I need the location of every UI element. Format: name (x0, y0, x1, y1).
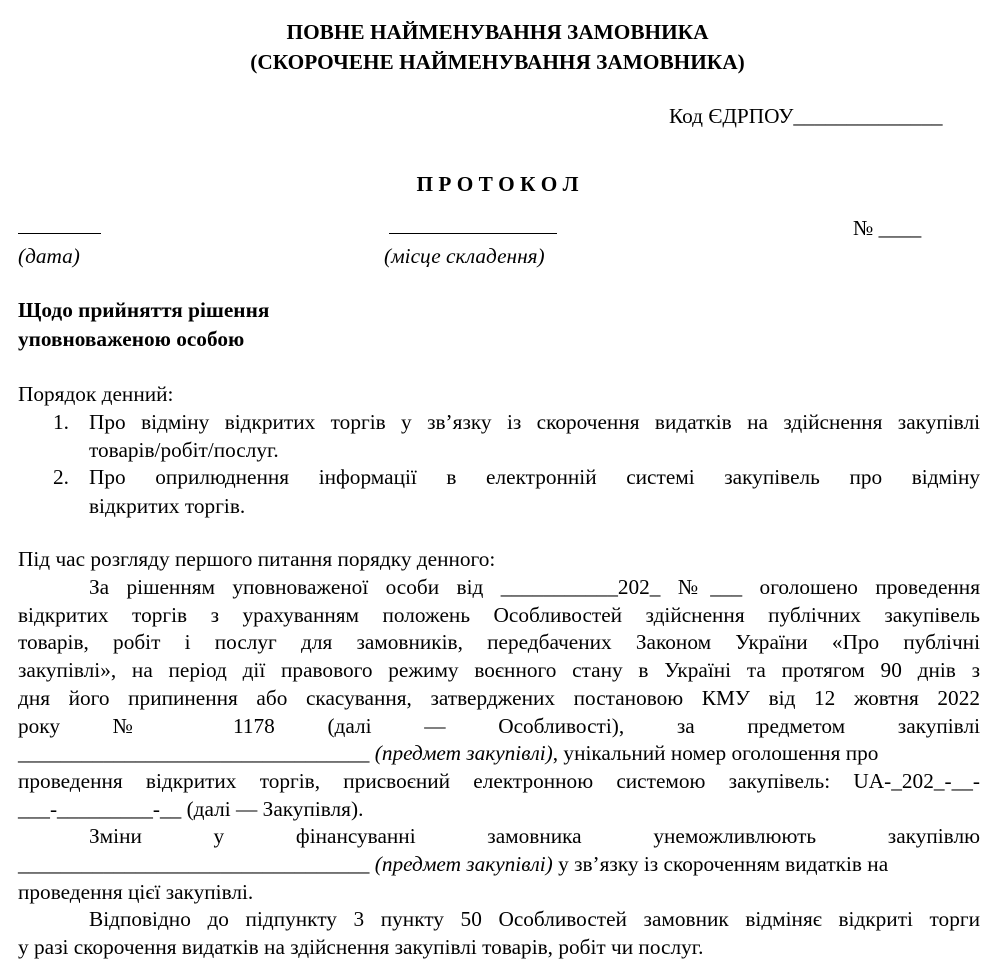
place-blank (389, 215, 557, 234)
procurement-subject-caption: (предмет закупівлі) (374, 741, 553, 765)
discussion-intro: Під час розгляду першого питання порядку денного: (18, 547, 496, 571)
customer-short-name: (СКОРОЧЕНЕ НАЙМЕНУВАННЯ ЗАМОВНИКА) (250, 50, 745, 74)
procurement-subject-blank-2: _________________________________ (18, 852, 370, 876)
agenda-item-2-line-2: відкритих торгів. (89, 494, 246, 518)
paragraph-1-line-9: ___-_________-__ (далі — Закупівля). (18, 797, 364, 821)
paragraph-2-line-2 (18, 852, 980, 877)
paragraph-1-line-8: проведення відкритих торгів, присвоєний електронною системою закупівель: UA-_202_-__- (18, 769, 980, 793)
procurement-subject-caption-2: (предмет закупівлі) (374, 852, 553, 876)
paragraph-1-line-3: товарів, робіт і послуг для замовників, передбачених Законом України «Про публічні (18, 630, 980, 654)
place-caption: (місце складення) (384, 244, 545, 268)
procurement-subject-blank: _________________________________ (18, 741, 370, 765)
date-caption: (дата) (18, 244, 80, 268)
date-blank (18, 215, 101, 234)
agenda-item-2-number: 2. (53, 465, 69, 489)
subject-line-2: уповноваженою особою (18, 327, 245, 351)
customer-full-name: ПОВНЕ НАЙМЕНУВАННЯ ЗАМОВНИКА (286, 20, 709, 44)
paragraph-1-line-1: За рішенням уповноваженої особи від ___________202_ №___ оголошено проведення (89, 575, 980, 599)
paragraph-3-line-2: у разі скорочення видатків на здійснення закупівлі товарів, робіт чи послуг. (18, 935, 704, 959)
paragraph-1-line-6: року № 1178 (далі — Особливості), за предметом закупівлі (18, 714, 980, 738)
paragraph-1-line-7-rest: , унікальний номер оголошення про (552, 741, 879, 765)
paragraph-2-line-3: проведення цієї закупівлі. (18, 880, 254, 904)
agenda-heading: Порядок денний: (18, 382, 174, 406)
paragraph-1-line-4: закупівлі», на період дії правового режиму воєнного стану в Україні та протягом 90 днів з (18, 658, 980, 682)
agenda-item-1-line-2: товарів/робіт/послуг. (89, 438, 279, 462)
paragraph-1-line-5: дня його припинення або скасування, затверджених постановою КМУ від 12 жовтня 2022 (18, 686, 980, 710)
document-title: П Р О Т О К О Л (416, 172, 579, 196)
agenda-item-1-number: 1. (53, 410, 69, 434)
agenda-item-1-line-1: Про відміну відкритих торгів у зв’язку із скорочення видатків на здійснення закупівлі (89, 410, 980, 434)
paragraph-2-line-2-rest: у зв’язку із скороченням видатків на (552, 852, 889, 876)
paragraph-1-line-2: відкритих торгів з урахуванням положень Особливостей здійснення публічних закупівель (18, 603, 980, 627)
paragraph-2-line-1: Зміни у фінансуванні замовника унеможливлюють закупівлю (89, 824, 980, 848)
paragraph-3-line-1: Відповідно до підпункту 3 пункту 50 Особливостей замовник відміняє відкриті торги (89, 907, 980, 931)
subject-line-1: Щодо прийняття рішення (18, 298, 270, 322)
agenda-item-2-line-1: Про оприлюднення інформації в електронній системі закупівель про відміну (89, 465, 980, 489)
edrpou-code-field: Код ЄДРПОУ______________ (669, 104, 943, 128)
date-field (18, 215, 101, 240)
protocol-number-field: № ____ (853, 216, 922, 240)
place-field (389, 215, 557, 240)
paragraph-1-line-7 (18, 741, 980, 766)
